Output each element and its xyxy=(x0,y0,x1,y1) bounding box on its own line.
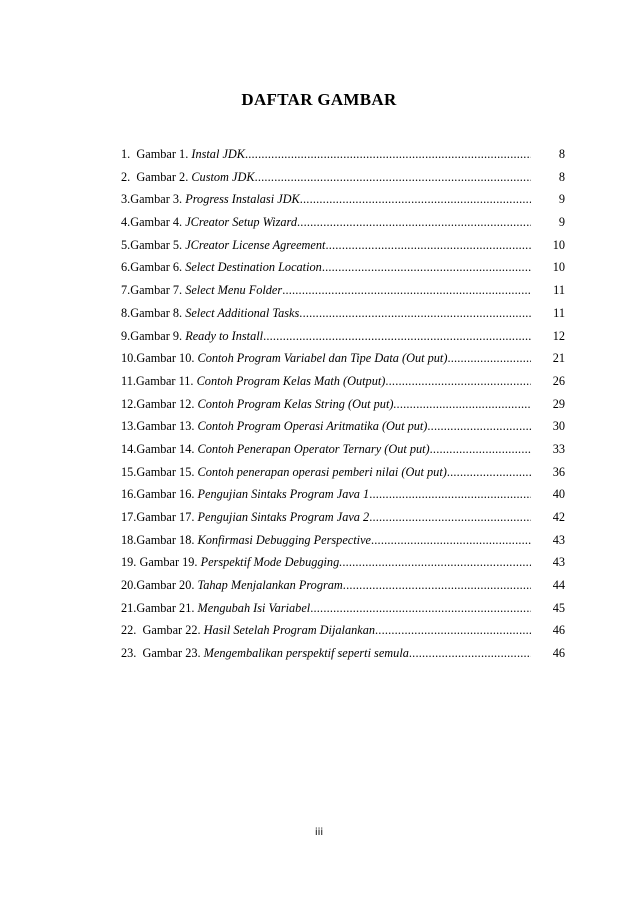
toc-entry-page: 10 xyxy=(552,260,565,275)
toc-entry-title: Select Menu Folder xyxy=(185,283,283,298)
toc-entry xyxy=(121,642,565,665)
dot-leader xyxy=(343,574,531,597)
dot-leader xyxy=(385,370,531,393)
toc-entry-title: Konfirmasi Debugging Perspective xyxy=(197,532,371,547)
toc-entry-label: 13.Gambar 13. xyxy=(121,419,198,434)
toc-entry-label: 16.Gambar 16. xyxy=(121,487,198,502)
toc-entry-page: 11 xyxy=(553,283,565,298)
toc-entry-title: Contoh penerapan operasi pemberi nilai (Out put) xyxy=(197,464,447,479)
toc-entry-text xyxy=(121,211,531,234)
toc-entry-label: 3.Gambar 3. xyxy=(121,192,186,207)
toc-entry-page: 40 xyxy=(552,487,565,502)
toc-entry-title: Instal JDK xyxy=(191,147,245,161)
toc-entry-text xyxy=(121,256,531,279)
toc-entry-label: 11.Gambar 11. xyxy=(121,373,197,388)
toc-entry-page: 33 xyxy=(552,441,565,456)
toc-entry-page: 29 xyxy=(552,396,565,411)
toc-entry xyxy=(121,234,565,257)
dot-leader xyxy=(409,642,531,665)
toc-entry-text xyxy=(121,393,531,416)
toc-entry xyxy=(121,347,565,370)
toc-entry-title: Contoh Program Kelas String (Out put). xyxy=(197,396,397,411)
toc-entry xyxy=(121,302,565,325)
toc-entry-text xyxy=(121,551,531,574)
toc-list xyxy=(121,143,565,665)
toc-entry xyxy=(121,438,565,461)
toc-entry-page: 36 xyxy=(552,464,565,479)
toc-entry xyxy=(121,506,565,529)
dot-leader xyxy=(282,279,531,302)
toc-entry-label: 14.Gambar 14. xyxy=(121,441,198,456)
dot-leader xyxy=(300,188,531,211)
toc-entry-text xyxy=(121,529,531,552)
toc-entry-title: Tahap Menjalankan Program xyxy=(197,578,343,593)
toc-entry xyxy=(121,325,565,348)
toc-entry-label: 21.Gambar 21. xyxy=(121,600,198,615)
dot-leader xyxy=(263,325,531,348)
toc-entry-title: Mengembalikan perspektif seperti semula xyxy=(203,646,409,661)
toc-entry-page: 43 xyxy=(552,532,565,547)
toc-entry-label: 17.Gambar 17. xyxy=(121,510,198,524)
toc-entry-label: 22. Gambar 22. xyxy=(121,623,204,638)
dot-leader xyxy=(375,619,531,642)
toc-entry-text xyxy=(121,506,531,529)
toc-entry-title: Contoh Penerapan Operator Ternary (Out put) xyxy=(197,441,430,456)
toc-entry xyxy=(121,188,565,211)
toc-entry-label: 20.Gambar 20. xyxy=(121,578,198,593)
dot-leader xyxy=(371,529,531,552)
toc-entry-label: 5.Gambar 5. xyxy=(121,237,186,252)
toc-entry-page: 10 xyxy=(552,237,565,252)
toc-entry-page: 30 xyxy=(552,419,565,434)
toc-entry-title: Hasil Setelah Program Dijalankan xyxy=(203,623,376,638)
toc-entry-label: 19. Gambar 19. xyxy=(121,555,201,570)
toc-entry-label: 4.Gambar 4. xyxy=(121,215,186,230)
toc-entry-page: 44 xyxy=(552,578,565,593)
toc-entry-text xyxy=(121,415,531,438)
toc-entry-title: JCreator Setup Wizard xyxy=(185,215,298,230)
toc-entry-title: JCreator License Agreement xyxy=(185,237,326,252)
toc-entry-text xyxy=(121,347,531,370)
toc-entry-page: 12 xyxy=(552,328,565,343)
toc-entry-page: 26 xyxy=(552,373,565,388)
toc-entry xyxy=(121,415,565,438)
toc-entry xyxy=(121,529,565,552)
toc-entry xyxy=(121,166,565,189)
toc-entry xyxy=(121,393,565,416)
toc-entry-page: 45 xyxy=(552,600,565,615)
toc-entry-text xyxy=(121,325,531,348)
toc-entry-label: 6.Gambar 6. xyxy=(121,260,186,275)
toc-entry-title: Pengujian Sintaks Program Java 1 xyxy=(197,487,370,502)
toc-entry-label: 18.Gambar 18. xyxy=(121,532,198,547)
toc-entry xyxy=(121,256,565,279)
toc-entry-text xyxy=(121,461,531,484)
toc-entry-text xyxy=(121,438,531,461)
toc-entry-title: Ready to Install xyxy=(185,328,264,343)
toc-entry-title: Contoh Program Kelas Math (Output) xyxy=(196,373,386,388)
toc-entry-page: 46 xyxy=(552,623,565,638)
toc-entry-text xyxy=(121,302,531,325)
toc-entry-title: Pengujian Sintaks Program Java 2 xyxy=(197,510,370,524)
toc-entry-label: 8.Gambar 8. xyxy=(121,305,186,320)
toc-entry-text xyxy=(121,574,531,597)
dot-leader xyxy=(397,393,531,416)
toc-entry-text xyxy=(121,143,531,166)
toc-entry-label: 9.Gambar 9. xyxy=(121,328,186,343)
toc-entry-title: Mengubah Isi Variabel xyxy=(197,600,311,615)
toc-entry-page: 8 xyxy=(558,147,565,161)
toc-entry-title: Contoh Program Variabel dan Tipe Data (Out put) xyxy=(197,351,448,366)
dot-leader xyxy=(342,551,531,574)
toc-entry-text xyxy=(121,279,531,302)
toc-entry xyxy=(121,370,565,393)
toc-entry-text xyxy=(121,188,531,211)
toc-entry-page: 46 xyxy=(552,646,565,661)
toc-entry-label: 12.Gambar 12. xyxy=(121,396,198,411)
toc-entry-page: 9 xyxy=(558,192,565,207)
toc-entry-title: Select Additional Tasks xyxy=(185,305,300,320)
dot-leader xyxy=(299,302,531,325)
page-title: DAFTAR GAMBAR xyxy=(241,90,397,109)
toc-entry xyxy=(121,597,565,620)
toc-entry-title: Perspektif Mode Debugging. xyxy=(200,555,343,570)
dot-leader xyxy=(447,461,531,484)
toc-entry-label: 1. Gambar 1. xyxy=(121,147,192,161)
dot-leader xyxy=(427,415,531,438)
toc-entry-label: 23. Gambar 23. xyxy=(121,646,204,661)
toc-entry xyxy=(121,143,565,166)
dot-leader xyxy=(369,506,531,529)
toc-entry-title: Custom JDK xyxy=(191,169,255,184)
toc-entry-page: 43 xyxy=(552,555,565,570)
dot-leader xyxy=(297,211,531,234)
toc-entry-title: Progress Instalasi JDK xyxy=(185,192,300,207)
toc-entry xyxy=(121,279,565,302)
toc-entry-title: Contoh Program Operasi Aritmatika (Out put) xyxy=(197,419,428,434)
dot-leader xyxy=(369,483,531,506)
toc-entry-label: 10.Gambar 10. xyxy=(121,351,198,366)
dot-leader xyxy=(447,347,531,370)
toc-entry xyxy=(121,551,565,574)
dot-leader xyxy=(245,143,531,166)
toc-entry-page: 11 xyxy=(553,305,565,320)
toc-entry xyxy=(121,574,565,597)
toc-entry-label: 2. Gambar 2. xyxy=(121,169,192,184)
dot-leader xyxy=(322,256,531,279)
toc-entry-text xyxy=(121,166,531,189)
toc-entry-text xyxy=(121,234,531,257)
dot-leader xyxy=(310,597,531,620)
toc-entry-page: 42 xyxy=(552,510,565,524)
dot-leader xyxy=(325,234,531,257)
toc-entry-label: 7.Gambar 7. xyxy=(121,283,186,298)
toc-entry-text xyxy=(121,642,531,665)
toc-entry xyxy=(121,211,565,234)
toc-entry-text xyxy=(121,483,531,506)
toc-entry-label: 15.Gambar 15. xyxy=(121,464,198,479)
toc-entry-title: Select Destination Location xyxy=(185,260,322,275)
toc-entry xyxy=(121,461,565,484)
toc-entry xyxy=(121,483,565,506)
dot-leader xyxy=(430,438,531,461)
toc-entry-text xyxy=(121,370,531,393)
toc-entry-text xyxy=(121,619,531,642)
toc-entry-text xyxy=(121,597,531,620)
toc-entry-page: 8 xyxy=(558,169,565,184)
toc-entry-page: 9 xyxy=(558,215,565,230)
toc-entry xyxy=(121,619,565,642)
toc-entry-page: 21 xyxy=(552,351,565,366)
dot-leader xyxy=(255,166,531,189)
page-number: iii xyxy=(314,827,324,838)
